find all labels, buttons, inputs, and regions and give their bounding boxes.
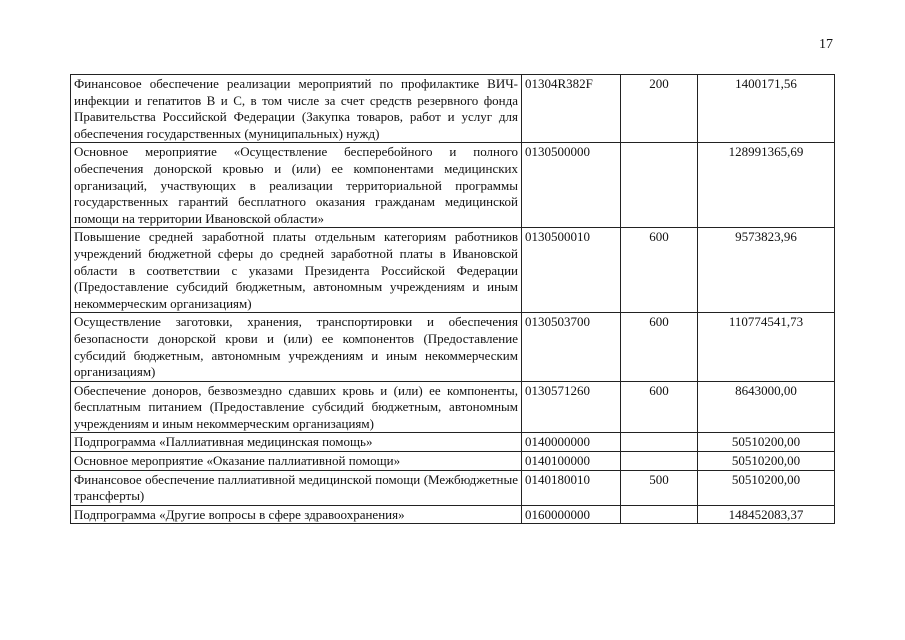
row-amount: 50510200,00 bbox=[698, 470, 835, 505]
row-expense-type: 600 bbox=[621, 313, 698, 381]
row-amount: 128991365,69 bbox=[698, 143, 835, 228]
row-expense-type bbox=[621, 433, 698, 452]
row-description: Осуществление заготовки, хранения, транспортировки и обеспечения безопасности донорской крови и (или) ее компонентов (Предоставление субсидий бюджетным, автономным учреждениям и иным некоммерческим организациям) bbox=[71, 313, 522, 381]
row-target-code: 0140180010 bbox=[522, 470, 621, 505]
table-row bbox=[71, 313, 835, 381]
row-description: Подпрограмма «Паллиативная медицинская помощь» bbox=[71, 433, 522, 452]
table-row bbox=[71, 433, 835, 452]
table-row bbox=[71, 505, 835, 524]
table-row bbox=[71, 75, 835, 143]
row-target-code: 0140000000 bbox=[522, 433, 621, 452]
row-target-code: 0140100000 bbox=[522, 452, 621, 471]
page-number: 17 bbox=[819, 37, 833, 52]
table-row bbox=[71, 143, 835, 228]
row-amount: 1400171,56 bbox=[698, 75, 835, 143]
row-expense-type: 500 bbox=[621, 470, 698, 505]
row-description: Основное мероприятие «Осуществление бесперебойного и полного обеспечения донорской кровью и (или) ее компонентами медицинских организаций, участвующих в реализации территориальной программы государственных гарантий бесплатного оказания гражданам медицинской помощи на территории Ивановской области» bbox=[71, 143, 522, 228]
row-description: Финансовое обеспечение паллиативной медицинской помощи (Межбюджетные трансферты) bbox=[71, 470, 522, 505]
row-amount: 8643000,00 bbox=[698, 381, 835, 433]
row-target-code: 0130500000 bbox=[522, 143, 621, 228]
table-row bbox=[71, 381, 835, 433]
budget-table bbox=[70, 74, 835, 524]
table-row bbox=[71, 470, 835, 505]
row-description: Повышение средней заработной платы отдельным категориям работников учреждений бюджетной сферы до средней заработной платы в Ивановской области в соответствии с указами Президента Российской Федерации (Предоставление субсидий бюджетным, автономным учреждениям и иным некоммерческим организациям) bbox=[71, 228, 522, 313]
row-target-code: 0130503700 bbox=[522, 313, 621, 381]
row-amount: 50510200,00 bbox=[698, 433, 835, 452]
row-target-code: 0130500010 bbox=[522, 228, 621, 313]
row-amount: 50510200,00 bbox=[698, 452, 835, 471]
row-description: Финансовое обеспечение реализации мероприятий по профилактике ВИЧ-инфекции и гепатитов В и С, в том числе за счет средств резервного фонда Правительства Российской Федерации (Закупка товаров, работ и услуг для обеспечения государственных (муниципальных) нужд) bbox=[71, 75, 522, 143]
row-description: Обеспечение доноров, безвозмездно сдавших кровь и (или) ее компоненты, бесплатным питанием (Предоставление субсидий бюджетным, автономным учреждениям и иным некоммерческим организациям) bbox=[71, 381, 522, 433]
row-expense-type bbox=[621, 143, 698, 228]
row-description: Основное мероприятие «Оказание паллиативной помощи» bbox=[71, 452, 522, 471]
row-amount: 110774541,73 bbox=[698, 313, 835, 381]
row-target-code: 0160000000 bbox=[522, 505, 621, 524]
table-row bbox=[71, 452, 835, 471]
row-description: Подпрограмма «Другие вопросы в сфере здравоохранения» bbox=[71, 505, 522, 524]
row-amount: 148452083,37 bbox=[698, 505, 835, 524]
row-amount: 9573823,96 bbox=[698, 228, 835, 313]
row-target-code: 0130571260 bbox=[522, 381, 621, 433]
row-expense-type: 200 bbox=[621, 75, 698, 143]
row-expense-type bbox=[621, 452, 698, 471]
row-expense-type: 600 bbox=[621, 228, 698, 313]
table-row bbox=[71, 228, 835, 313]
row-target-code: 01304R382F bbox=[522, 75, 621, 143]
row-expense-type bbox=[621, 505, 698, 524]
row-expense-type: 600 bbox=[621, 381, 698, 433]
